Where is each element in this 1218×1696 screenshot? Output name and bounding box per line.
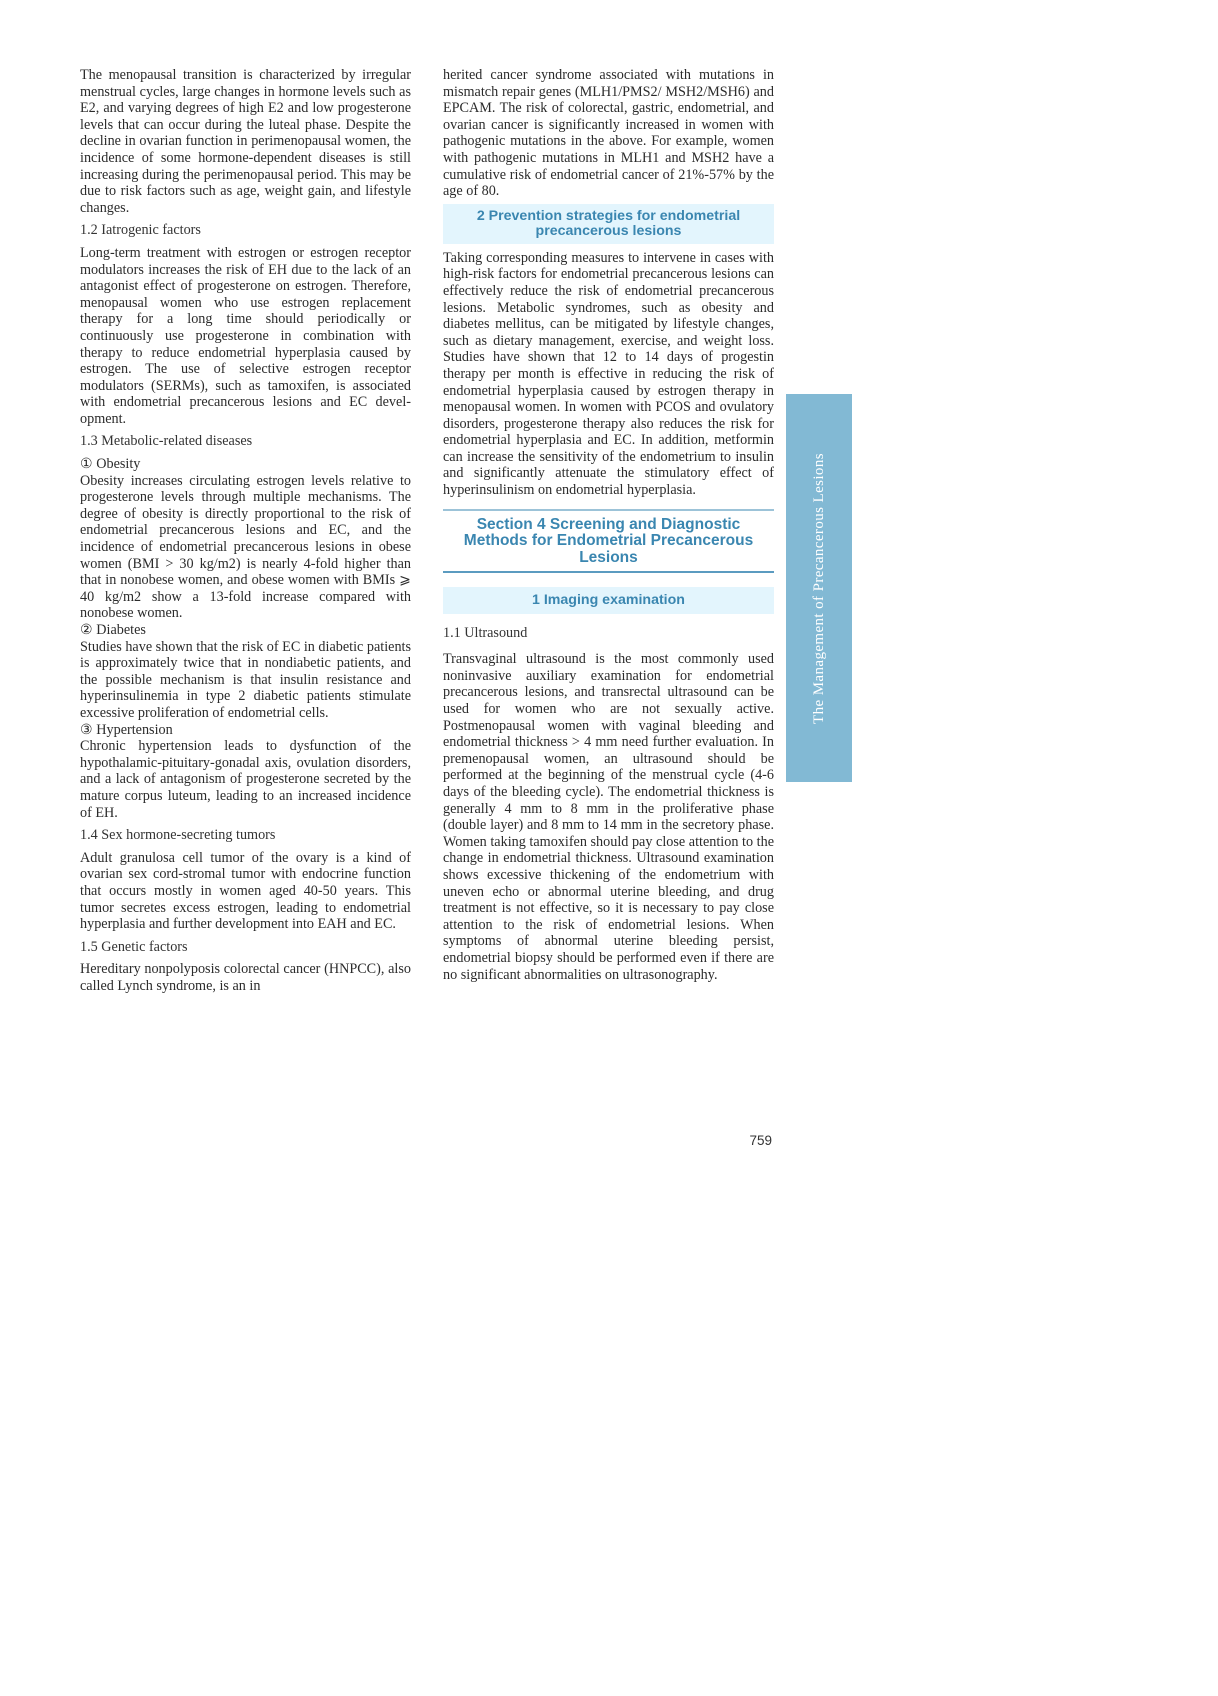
- genetic-factors-paragraph: Hereditary nonpolyposis colorectal cancer (HNPCC), also called Lynch syndrome, is an in: [80, 961, 411, 994]
- heading-imaging-examination: 1 Imaging examination: [443, 587, 774, 614]
- ultrasound-paragraph: Transvaginal ultrasound is the most commonly used noninvasive auxiliary examination for endometrial precancerous lesions, and transrectal ultrasound can be used for women who are not sexually active. Postmenopausal women with vaginal bleeding and endometrial thickness > 4 mm need further evaluation. In premenopausal women, an ultrasound should be performed at the beginning of the menstrual cycle (4-6 days of the bleeding cycle). The endometrial thickness is generally 4 mm to 8 mm in the proliferative phase (double layer) and 8 mm to 14 mm in the secretory phase. Women taking tamoxifen should pay close attention to the change in endometrial thickness. Ultrasound examination shows excessive thickening of the endometrium with uneven echo or abnormal uterine bleeding, and drug treatment is not effective, so it is necessary to pay close attention to the risk of endometrial lesions. When symptoms of abnormal uterine bleeding persist, endometrial biopsy should be performed even if there are no significant abnormalities on ultrasonography.: [443, 651, 774, 983]
- sex-hormone-tumors-paragraph: Adult granulosa cell tumor of the ovary is a kind of ovarian sex cord-stromal tumor with endocrine function that occurs mostly in women aged 40-50 years. This tumor secretes excess estrogen, leading to endometrial hyperplasia and further development into EAH and EC.: [80, 849, 411, 933]
- prevention-paragraph: Taking corresponding measures to intervene in cases with high-risk factors for endometrial precancerous lesions can effectively reduce the risk of endometrial precancerous lesions. Metabolic syndromes, such as obesity and diabetes mellitus, can be mitigated by lifestyle changes, such as dietary management, exercise, and weight loss. Studies have shown that 12 to 14 days of progestin therapy per month is effective in reducing the risk of endometrial hyperplasia caused by estrogen therapy in menopausal women. In women with PCOS and ovulatory disorders, progesterone therapy also reduces the risk for endometrial hyperplasia and EC. In addition, metformin can increase the sensitivity of the endometrium to insulin and significantly attenuate the stimulatory effect of hyperinsulinism on endometrial hyperplasia.: [443, 249, 774, 499]
- chapter-side-tab: [786, 394, 852, 782]
- diabetes-paragraph: Studies have shown that the risk of EC in diabetic patients is approximately twice that in nondiabetic patients, and the possible mechanism is that insulin resistance and hyperinsulinemia in type 2 diabetic patients stimulate excessive proliferation of endometrial cells.: [80, 638, 411, 721]
- obesity-paragraph: Obesity increases circulating estrogen levels relative to progesterone levels through multiple mechanisms. The degree of obesity is directly proportional to the risk of endometrial precancerous lesions and EC, and the incidence of endometrial precancerous lesions in obese women (BMI > 30 kg/m2) is nearly 4-fold higher than that in nonobese women, and obese women with BMIs ⩾ 40 kg/m2 show a 13-fold increase compared with nonobese women.: [80, 472, 411, 622]
- genetic-continued-paragraph: herited cancer syndrome associated with mutations in mismatch repair genes (MLH1/PMS2/ MSH2/MSH6) and EPCAM. The risk of colorectal, gastric, endometrial, and ovarian cancer is significantly increased in women with pathogenic mutations in the above. For example, women with pathogenic mutations in MLH1 and MSH2 have a cumulative risk of endometrial cancer of 21%-57% by the age of 80.: [443, 67, 774, 200]
- chapter-side-tab-label: The Management of Precancerous Lesions: [810, 452, 827, 724]
- section-4-heading: Section 4 Screening and Diagnostic Methods for Endometrial Precancerous Lesions: [443, 509, 774, 574]
- heading-sex-hormone-tumors: 1.4 Sex hormone-secreting tumors: [80, 827, 276, 844]
- left-column: [80, 67, 411, 994]
- heading-iatrogenic-factors: 1.2 Iatrogenic factors: [80, 222, 201, 239]
- heading-ultrasound: 1.1 Ultrasound: [443, 624, 528, 641]
- heading-hypertension: ③ Hypertension: [80, 721, 173, 738]
- heading-prevention-strategies: 2 Prevention strategies for endometrial precancerous lesions: [443, 204, 774, 244]
- iatrogenic-paragraph: Long-term treatment with estrogen or estrogen receptor modulators increases the risk of EH due to the lack of an antagonist effect of progesterone on estrogen. Therefore, menopausal women who use estrogen replacement therapy for a long time should periodically or continuously use progesterone in combination with therapy to reduce endometrial hyperplasia caused by estrogen. The use of selective estrogen receptor modulators (SERMs), such as tamoxifen, is associated with endometrial precancerous lesions and EC development.: [80, 244, 411, 427]
- hypertension-paragraph: Chronic hypertension leads to dysfunction of the hypothalamic-pituitary-gonadal axis, ovulation disorders, and a lack of antagonism of progesterone secreted by the mature corpus luteum, leading to an increased incidence of EH.: [80, 738, 411, 821]
- right-column: [443, 67, 774, 983]
- intro-paragraph: The menopausal transition is characterized by irregular menstrual cycles, large changes in hormone levels such as E2, and varying degrees of high E2 and low progesterone levels that can occur during the luteal phase. Despite the decline in ovarian function in perimenopausal women, the incidence of some hormone-dependent diseases is still increasing during the perimenopausal period. This may be due to risk factors such as age, weight gain, and lifestyle changes.: [80, 67, 411, 216]
- heading-obesity: ① Obesity: [80, 456, 141, 473]
- heading-diabetes: ② Diabetes: [80, 622, 146, 638]
- heading-metabolic-diseases: 1.3 Metabolic-related diseases: [80, 433, 253, 450]
- heading-genetic-factors: 1.5 Genetic factors: [80, 938, 188, 955]
- page-number: 759: [749, 1133, 772, 1148]
